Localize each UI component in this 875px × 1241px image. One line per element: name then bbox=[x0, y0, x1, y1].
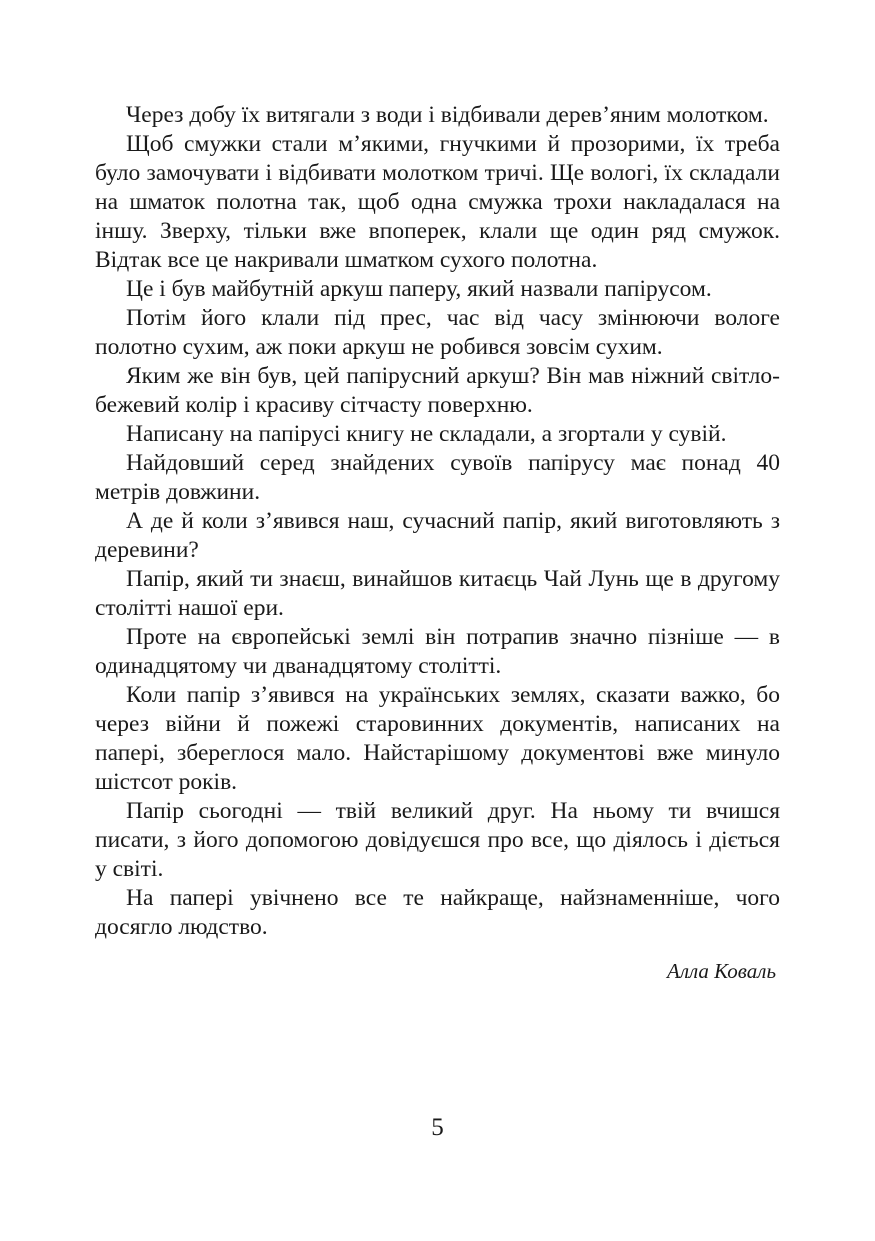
paragraph: Папір, який ти знаєш, винайшов китаєць Чай Лунь ще в другому столітті нашої ери. bbox=[95, 566, 780, 621]
paragraph: Потім його клали під прес, час від часу змінюючи вологе полотно сухим, аж поки аркуш не робився зовсім сухим. bbox=[95, 305, 780, 360]
paragraph: Через добу їх витягали з води і відбивали дерев’яним молотком. bbox=[126, 102, 769, 128]
paragraph: Найдовший серед знайдених сувоїв папірусу має понад 40 метрів довжини. bbox=[95, 450, 780, 505]
paragraph: На папері увічнено все те найкраще, найзнаменніше, чого досягло людство. bbox=[95, 885, 780, 940]
paragraph: Папір сьогодні — твій великий друг. На ньому ти вчишся писати, з його допомогою довідуєшся про все, що діялось і діється у світі. bbox=[95, 798, 780, 882]
paragraph: Це і був майбутній аркуш паперу, який назвали папірусом. bbox=[126, 276, 712, 302]
paragraph: Щоб смужки стали м’якими, гнучкими й прозорими, їх треба було замочувати і відбивати молотком тричі. Ще вологі, їх складали на шматок полотна так, щоб одна смужка трохи накладалася на іншу. Зверху, тільки вже впоперек, клали ще один ряд смужок. Відтак все це накривали шматком сухого полотна. bbox=[95, 131, 780, 273]
page-number: 5 bbox=[431, 1114, 444, 1141]
paragraph: Проте на європейські землі він потрапив значно пізніше — в одинадцятому чи дванадцятому столітті. bbox=[95, 624, 780, 679]
paragraph: Коли папір з’явився на українських землях, сказати важко, бо через війни й пожежі старовинних документів, написаних на папері, збереглося мало. Найстарішому документові вже минуло шістсот років. bbox=[95, 682, 780, 795]
author-signature: Алла Коваль bbox=[667, 959, 776, 983]
paragraph: Яким же він був, цей папірусний аркуш? Він мав ніжний світло-бежевий колір і красиву сітчасту поверхню. bbox=[95, 363, 780, 418]
body-text bbox=[95, 101, 780, 942]
paragraph: Написану на папірусі книгу не складали, а згортали у сувій. bbox=[126, 421, 727, 447]
paragraph: А де й коли з’явився наш, сучасний папір, який виготовляють з деревини? bbox=[95, 508, 780, 563]
